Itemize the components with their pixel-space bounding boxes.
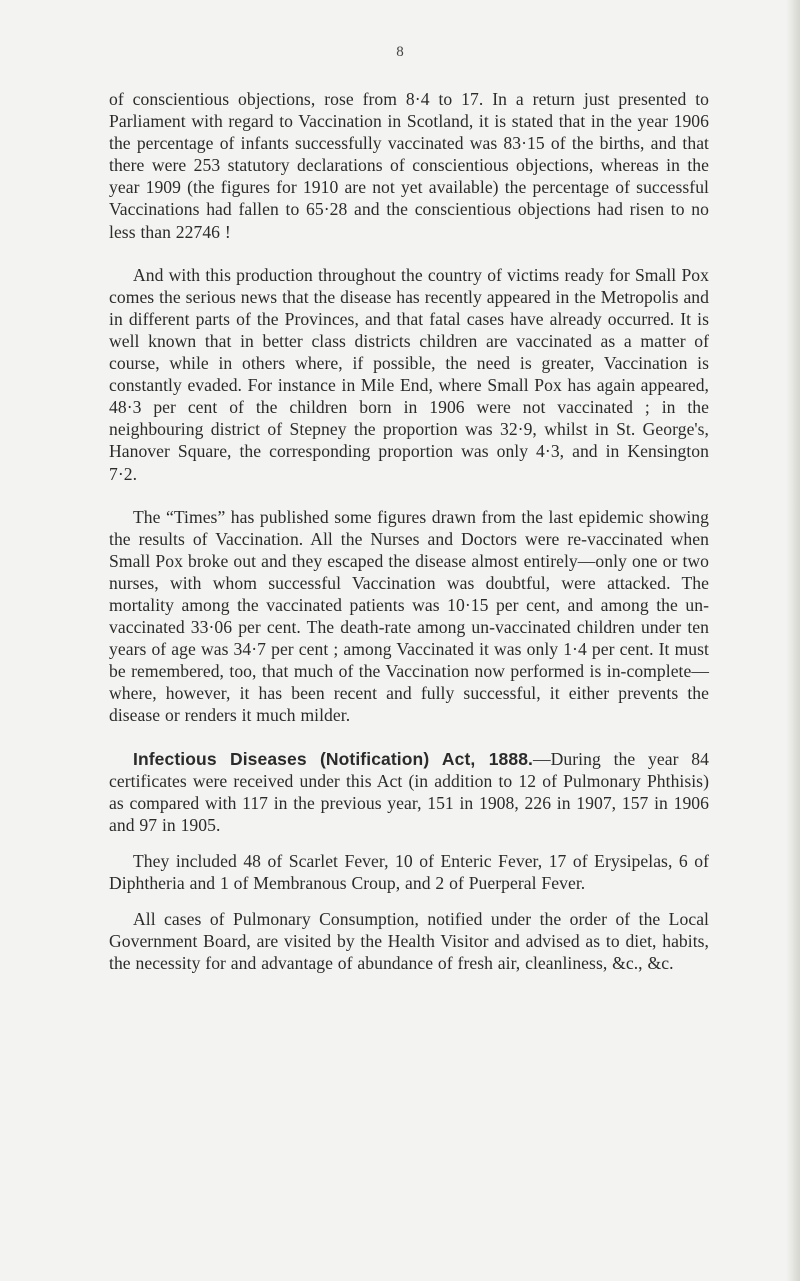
page-body: [109, 88, 709, 974]
paragraph-pulmonary-consumption: All cases of Pulmonary Consumption, notified under the order of the Local Government Board, are visited by the Health Visitor and advised as to diet, habits, the necessity for and advantage of abundance of fresh air, cleanliness, &c., &c.: [109, 909, 709, 974]
paragraph-times-figures: The “Times” has published some figures drawn from the last epidemic showing the results of Vaccination. All the Nurses and Doctors were re-vaccinated when Small Pox broke out and they escaped the disease almost entirely—only one or two nurses, with whom successful Vaccination was doubtful, were attacked. The mortality among the vaccinated patients was 10·15 per cent, and among the un-vaccinated 33·06 per cent. The death-rate among un-vaccinated children under ten years of age was 34·7 per cent ; among Vaccinated it was only 1·4 per cent. It must be remembered, too, that much of the Vaccination now performed is in-complete—where, however, it has been recent and fully successful, it either prevents the disease or renders it much milder.: [109, 506, 709, 726]
section-body: —During the year 84 certificates were received under this Act (in addition to 12 of Pulmonary Phthisis) as compared with 117 in the previous year, 151 in 1908, 226 in 1907, 157 in 1906 and 97 in 1905.: [109, 748, 709, 835]
page-edge-shadow: [786, 0, 800, 1281]
paragraph-small-pox-news: And with this production throughout the country of victims ready for Small Pox comes the serious news that the disease has recently appeared in the Metropolis and in different parts of the Provinces, and that fatal cases have already occurred. It is well known that in better class districts children are vaccinated as a matter of course, while in others where, if possible, the need is greater, Vaccination is constantly evaded. For instance in Mile End, where Small Pox has again appeared, 48·3 per cent of the children born in 1906 were not vaccinated ; in the neighbouring district of Stepney the proportion was 32·9, whilst in St. George's, Hanover Square, the corresponding proportion was only 4·3, and in Kensington 7·2.: [109, 264, 709, 484]
page-number: 8: [396, 44, 404, 60]
paragraph-included-diseases: They included 48 of Scarlet Fever, 10 of Enteric Fever, 17 of Erysipelas, 6 of Diphtheria and 1 of Membranous Croup, and 2 of Puerperal Fever.: [109, 850, 709, 893]
section-heading: Infectious Diseases (Notification) Act, 1888.: [133, 748, 533, 769]
paragraph-notification-act: [109, 748, 709, 836]
paragraph-vaccination-scotland: of conscientious objections, rose from 8·4 to 17. In a return just presented to Parliament with regard to Vaccination in Scotland, it is stated that in the year 1906 the percentage of infants successfully vaccinated was 83·15 of the births, and that there were 253 statutory declarations of conscientious objections, whereas in the year 1909 (the figures for 1910 are not yet available) the percentage of successful Vaccinations had fallen to 65·28 and the conscientious objections had risen to no less than 22746 !: [109, 89, 709, 242]
